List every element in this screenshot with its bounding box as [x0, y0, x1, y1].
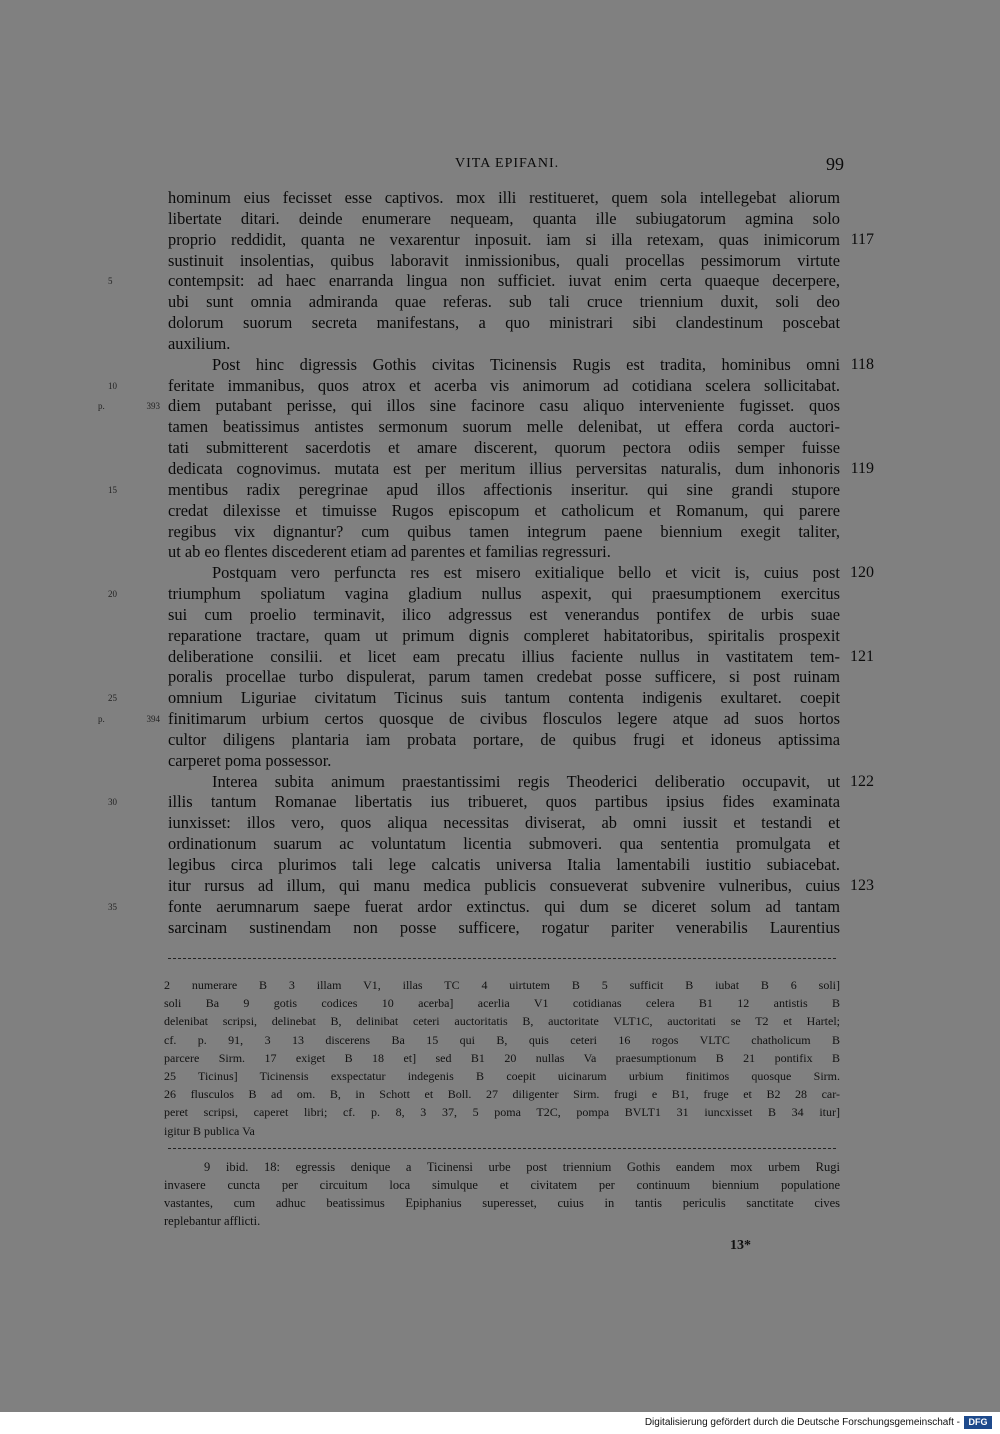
apparatus-line: soli Ba 9 gotis codices 10 acerba] acerlia V1 cotidianas celera B1 12 antistis B: [164, 996, 840, 1011]
line-text: diem putabant perisse, qui illos sine facinore casu aliquo interveniente fugisset. quos: [168, 396, 840, 416]
line-text: itur rursus ad illum, qui manu medica publicis consueverat subvenire vulneribus, cuius: [168, 875, 840, 895]
sources-divider: [168, 1148, 836, 1149]
text-line: [168, 813, 840, 834]
running-title: VITA EPIFANI.: [455, 156, 560, 171]
text-line: [108, 375, 840, 397]
line-text: ordinationum suarum ac voluntatum licentia submoveri. qua sententia promulgata et: [168, 834, 840, 854]
line-number: 35: [108, 901, 117, 912]
line-text: omnium Liguriae civitatum Ticinus suis tantum contenta indigenis exultaret. coepit: [168, 688, 840, 708]
text-line: [168, 417, 840, 438]
text-line: [168, 771, 874, 793]
apparatus-line: 2 numerare B 3 illam V1, illas TC 4 uirtutem B 5 sufficit B iubat B 6 soli]: [164, 978, 840, 992]
line-text: iunxisset: illos vero, quos aliqua necessitas diviserat, ab omni iussit et testandi et: [168, 813, 840, 833]
apparatus-line: delenibat scripsi, delinebat B, delinibat ceteri auctoritatis B, auctoritate VLT1C, auctoritati se T2 et Hartel;: [164, 1014, 840, 1029]
line-text: reparatione tractare, quam ut primum dignis compleret habitatoribus, spiritalis prospexit: [168, 625, 840, 645]
source-line: replebantur afflicti.: [164, 1214, 261, 1228]
line-text: proprio reddidit, quanta ne vexarentur inposuit. iam si illa retexam, quas inimicorum: [168, 229, 840, 249]
line-text: Postquam vero perfuncta res est misero exitialique bello et vicit is, cuius post: [212, 563, 840, 583]
apparatus-line: cf. p. 91, 3 13 discerens Ba 15 qui B, quis ceteri 16 rogos VLTC chatholicum B: [164, 1032, 840, 1047]
line-text: deliberatione consilii. et licet eam precatu illius faciente nullus in vastitatem tem-: [168, 646, 840, 666]
text-line: [168, 563, 874, 584]
line-text: tamen beatissimus antistes sermonum suorum melle delenibat, ut effera corda auctori-: [168, 417, 840, 437]
dfg-logo-icon: DFG: [964, 1416, 992, 1429]
line-text: sui cum proelio terminavit, ilico adgressus est venerandus pontifex de urbis suae: [168, 604, 840, 624]
text-line: [168, 354, 874, 376]
text-line: [108, 584, 840, 605]
text-line: [168, 313, 840, 334]
line-text: cultor diligens plantaria iam probata portare, de quibus frugi et idoneus aptissima: [168, 729, 840, 749]
text-line: [168, 438, 840, 459]
section-number: 117: [850, 230, 874, 248]
source-line: invasere cuncta per circuitum loca simulque et civitatem per continuum biennium populatione: [164, 1178, 840, 1192]
source-line: vastantes, cum adhuc beatissimus Epiphanius superesset, cuius in tantis periculis sanctitate cives: [164, 1196, 840, 1210]
text-line: [108, 688, 840, 709]
text-line: [168, 646, 874, 668]
line-text: triumphum spoliatum vagina gladium nullus aspexit, qui praesumptionem exercitus: [168, 584, 840, 604]
footer-credit: Digitalisierung gefördert durch die Deutsche Forschungsgemeinschaft -: [644, 1417, 960, 1428]
text-line: [168, 626, 840, 647]
text-line: [168, 188, 840, 209]
critical-apparatus: [164, 976, 840, 1140]
page-number: 99: [826, 154, 844, 174]
line-text: libertate ditari. deinde enumerare nequeam, quanta ille subiugatorum agmina solo: [168, 208, 840, 228]
line-text: fonte aerumnarum saepe fuerat ardor extinctus. qui dum se diceret solum ad tantam: [168, 896, 840, 916]
page-header: [0, 150, 1000, 178]
line-text: Post hinc digressis Gothis civitas Ticinensis Rugis est tradita, hominibus omni: [212, 354, 840, 374]
line-text: legibus circa plurimos tali lege calcatis universa Italia lamentabili iustitio subiacebat.: [168, 855, 840, 874]
apparatus-line: parcere Sirm. 17 exiget B 18 et] sed B1 20 nullas Va praesumptionum B 21 pontifix B: [164, 1050, 840, 1065]
source-line: 9 ibid. 18: egressis denique a Ticinensi urbe post triennium Gothis eandem mox urbem Rugi: [204, 1160, 840, 1174]
apparatus-line: igitur B publica Va: [164, 1123, 255, 1138]
text-line: [168, 855, 840, 876]
line-text: credat dilexisse et timuisse Rugos episcopum et catholicum et Romanum, qui parere: [168, 500, 840, 520]
line-text: sarcinam sustinendam non posse sufficere, rogatur pariter venerabilis Laurentius: [168, 917, 840, 937]
section-number: 118: [850, 355, 874, 373]
text-line: [168, 251, 840, 272]
line-text: poralis procellae turbo dispulerat, parum tamen credebat posse sufficere, si post ruinam: [168, 667, 840, 687]
apparatus-divider: [168, 958, 836, 959]
text-line: [168, 730, 840, 751]
text-line: [108, 792, 840, 813]
line-text: finitimarum urbium certos quosque de civibus flosculos legere atque ad suos hortos: [168, 709, 840, 729]
text-line: [168, 229, 874, 251]
line-text: carperet poma possessor.: [168, 750, 332, 770]
line-text: dolorum suorum secreta manifestans, a quo ministrari sibi clandestinum poscebat: [168, 313, 840, 333]
text-line: [168, 292, 840, 313]
text-line: [168, 834, 840, 855]
text-line: [98, 396, 840, 417]
line-text: Interea subita animum praestantissimi regis Theoderici deliberatio occupavit, ut: [212, 771, 840, 791]
line-text: regibus vix dignantur? cum quibus tamen integrum paene biennium exegit taliter,: [168, 521, 840, 541]
text-line: [168, 751, 840, 772]
section-number: 122: [850, 772, 874, 790]
line-text: hominum eius fecisset esse captivos. mox illi restitueret, quem sola intellegebat aliorum: [168, 188, 840, 207]
text-line: [168, 875, 874, 897]
section-number: 120: [850, 564, 874, 582]
line-number: 25: [108, 693, 117, 704]
text-line: [168, 522, 840, 543]
line-text: mentibus radix peregrinae apud illos affectionis inseritur. qui sine grandi stupore: [168, 479, 840, 499]
line-text: feritate immanibus, quos atrox et acerba vis animorum ad cotidiana scelera sollicitabat.: [168, 375, 840, 395]
line-text: auxilium.: [168, 333, 231, 353]
page-reference: p. 394: [98, 714, 160, 725]
source-notes: [164, 1158, 840, 1230]
signature-mark: 13*: [730, 1238, 751, 1253]
apparatus-line: 26 flusculos B ad om. B, in Schott et Boll. 27 diligenter Sirm. frugi e B1, fruge et B2 28 car-: [164, 1087, 840, 1102]
line-text: ut ab eo flentes discederent etiam ad parentes et familias regressuri.: [168, 542, 611, 562]
main-text-block: [98, 188, 874, 938]
text-line: [168, 667, 840, 688]
line-text: ubi sunt omnia admiranda quae referas. sub tali cruce triennium duxit, soli deo: [168, 292, 840, 312]
line-number: 30: [108, 797, 117, 808]
text-line: [168, 209, 840, 230]
line-text: dedicata cognovimus. mutata est per meritum illius perversitas naturalis, dum inhonoris: [168, 458, 840, 478]
text-line: [98, 709, 840, 730]
line-text: illis tantum Romanae libertatis ius tribueret, quos partibus ipsius fides examinata: [168, 792, 840, 812]
line-number: 15: [108, 484, 117, 495]
line-text: tati submitterent sacerdotis et amare discerent, quorum pectora odiis semper fuisse: [168, 438, 840, 458]
apparatus-line: 25 Ticinus] Ticinensis exspectatur indegenis B coepit uicinarum urbium finitimos quosque Sirm.: [164, 1068, 840, 1083]
apparatus-line: peret scripsi, caperet libri; cf. p. 8, 3 37, 5 poma T2C, pompa BVLT1 31 iuncxisset B 34 itur]: [164, 1105, 840, 1120]
section-number: 119: [850, 459, 874, 477]
text-line: [168, 334, 840, 355]
text-line: [168, 501, 840, 522]
line-number: 20: [108, 589, 117, 600]
text-line: [168, 542, 840, 563]
line-number: 5: [108, 276, 113, 287]
line-number: 10: [108, 380, 117, 391]
text-line: [168, 605, 840, 626]
page-reference: p. 393: [98, 401, 160, 412]
section-number: 123: [850, 876, 874, 894]
section-number: 121: [850, 647, 874, 665]
text-line: [108, 271, 840, 292]
footer-bar: [0, 1412, 1000, 1434]
text-line: [108, 479, 840, 501]
text-line: [168, 918, 840, 939]
text-line: [108, 896, 840, 918]
text-line: [168, 458, 874, 480]
line-text: sustinuit insolentias, quibus laboravit inmissionibus, quali procellas pessimorum virtute: [168, 250, 840, 270]
line-text: contempsit: ad haec enarranda lingua non sufficiet. iuvat enim certa quaeque decerpere,: [168, 271, 840, 291]
